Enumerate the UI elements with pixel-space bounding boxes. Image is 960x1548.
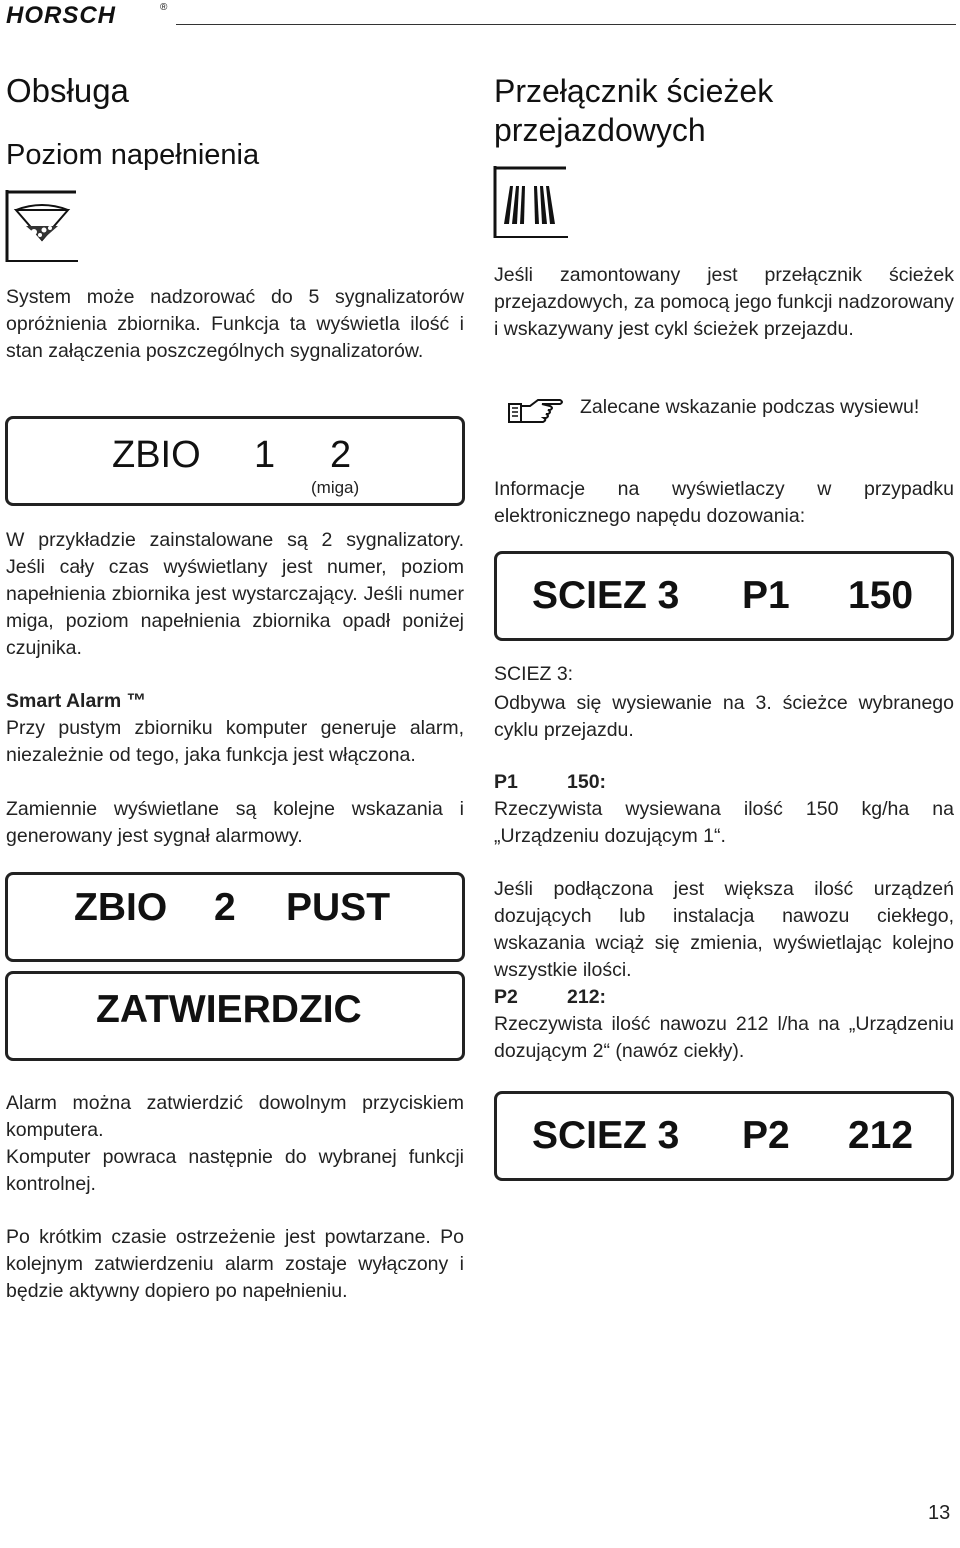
display-number-2: 2 (330, 434, 352, 476)
intro-paragraph: System może nadzorować do 5 sygnalizatorów opróżnienia zbiornika. Funkcja ta wyświetla ilość i stan załączenia poszczególnych sygnalizatorów. (6, 286, 464, 362)
alarm-alternate-paragraph: Zamiennie wyświetlane są kolejne wskazania i generowany jest sygnał alarmowy. (6, 798, 464, 847)
section-title-tramline: Przełącznik ścieżek (494, 73, 774, 109)
tank-fill-level-icon (4, 188, 80, 264)
display-status: PUST (286, 886, 391, 929)
display-info-paragraph: Informacje na wyświetlaczy w przypadku elektronicznego napędu dozowania: (494, 478, 954, 527)
sciez-description: Odbywa się wysiewanie na 3. ścieżce wybranego cyklu przejazdu. (494, 692, 954, 741)
tramline-icon (492, 164, 570, 240)
p2-value: 212: (567, 986, 607, 1008)
display-value: 212 (848, 1114, 914, 1157)
display-label: ZBIO (74, 886, 168, 929)
blink-note: (miga) (311, 478, 360, 497)
p1-label: P1 (494, 771, 518, 793)
section-title-tramline-2: przejazdowych (494, 112, 706, 148)
display-number-1: 1 (254, 434, 276, 476)
display-p: P1 (742, 574, 790, 617)
p2-label: P2 (494, 986, 518, 1008)
display-value: 150 (848, 574, 914, 617)
display-confirm-text: ZATWIERDZIC (96, 988, 362, 1031)
recommendation-hint: Zalecane wskazanie podczas wysiewu! (580, 396, 920, 418)
repeat-paragraph: Po krótkim czasie ostrzeżenie jest powtarzane. Po kolejnym zatwierdzeniu alarm zostaje wyłączony i będzie aktywny dopiero po napełnieniu. (6, 1226, 464, 1302)
display-label: ZBIO (112, 434, 201, 476)
sensor-paragraph: W przykładzie zainstalowane są 2 sygnalizatory. Jeśli cały czas wyświetlany jest numer, poziom napełnienia zbiornika jest wystarczający. Jeśli numer miga, poziom napełnienia zbiornika opadł poniżej czujnika. (6, 529, 464, 659)
confirm-paragraph: Alarm można zatwierdzić dowolnym przyciskiem komputera. (6, 1092, 464, 1141)
header-rule (176, 24, 956, 25)
smart-alarm-heading: Smart Alarm ™ (6, 690, 147, 712)
p2-description: Rzeczywista ilość nawozu 212 l/ha na „Urządzeniu dozującym 2“ (nawóz ciekły). (494, 1013, 954, 1062)
display-zbio-1-2 (5, 416, 465, 506)
display-p: P2 (742, 1114, 790, 1157)
page-number: 13 (928, 1502, 951, 1524)
p1-value: 150: (567, 771, 607, 793)
display-label: SCIEZ 3 (532, 1114, 680, 1157)
display-number: 2 (214, 886, 236, 929)
tramline-intro-paragraph: Jeśli zamontowany jest przełącznik ścieżek przejazdowych, za pomocą jego funkcji nadzorowany i wskazywany jest cykl ścieżek przejazdu. (494, 264, 954, 340)
pointing-hand-icon (508, 394, 566, 428)
return-paragraph: Komputer powraca następnie do wybranej funkcji kontrolnej. (6, 1146, 464, 1195)
display-label: SCIEZ 3 (532, 574, 680, 617)
subsection-title: Poziom napełnienia (6, 139, 260, 171)
multiple-devices-paragraph: Jeśli podłączona jest większa ilość urządzeń dozujących lub instalacja nawozu ciekłego, wskazania wciąż się zmienia, wyświetlając kolejno wszystkie ilości. (494, 878, 954, 981)
sciez-label: SCIEZ 3: (494, 663, 574, 685)
section-title: Obsługa (6, 72, 129, 109)
registered-mark: ® (160, 2, 168, 13)
p1-description: Rzeczywista wysiewana ilość 150 kg/ha na „Urządzeniu dozującym 1“. (494, 798, 954, 847)
alarm-paragraph: Przy pustym zbiorniku komputer generuje alarm, niezależnie od tego, jaka funkcja jest włączona. (6, 717, 464, 766)
horsch-logo: HORSCH (6, 2, 117, 29)
